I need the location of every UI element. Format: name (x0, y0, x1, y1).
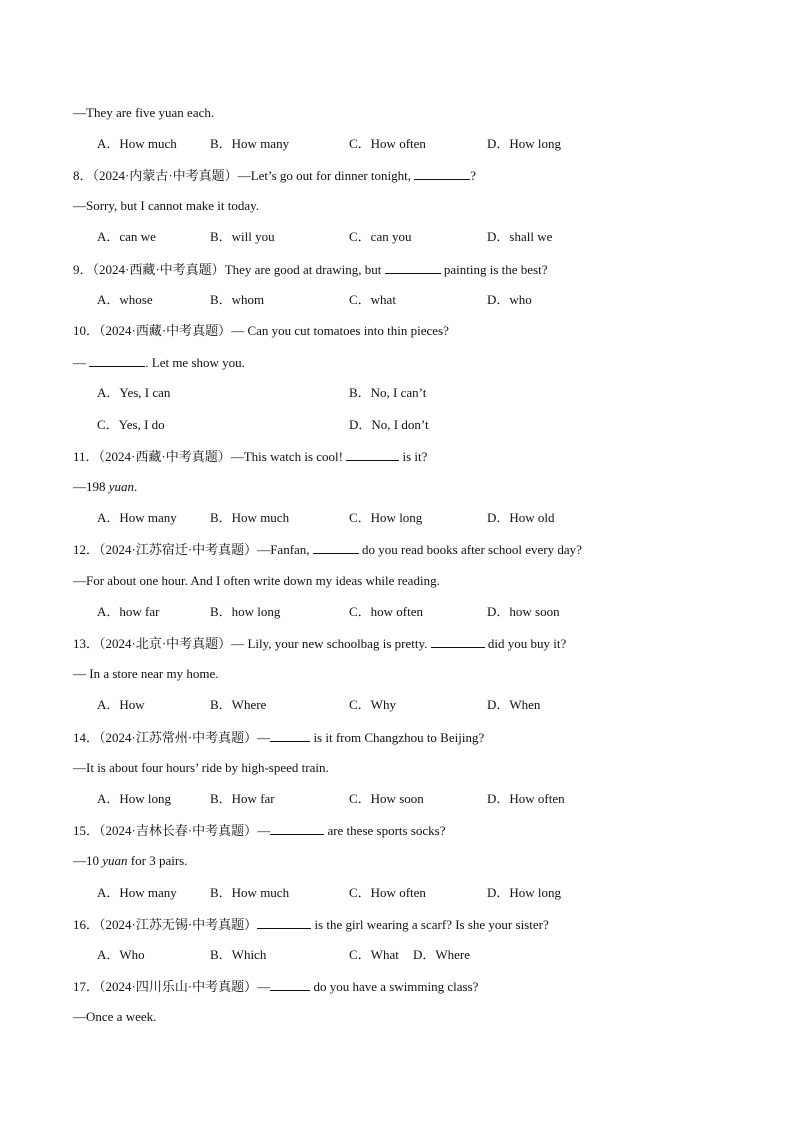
option-d: D．How often (487, 791, 565, 806)
question-13: 13．（2024·北京·中考真题）— Lily, your new schoolbag is pretty. did you buy it? (73, 636, 567, 651)
option-d: D．how soon (487, 604, 560, 619)
question-source: （2024·江苏常州·中考真题） (99, 730, 258, 745)
option-b: B．No, I can’t (349, 385, 427, 400)
question-number: 14． (73, 730, 100, 745)
question-source: （2024·江苏宿迁·中考真题） (99, 542, 258, 557)
option-d: D．How long (487, 136, 562, 151)
question-17: 17．（2024·四川乐山·中考真题）— do you have a swimming class? (73, 979, 479, 994)
option-a: A．Who (97, 947, 145, 962)
answer-line: — In a store near my home. (73, 666, 219, 681)
answer-blank (270, 729, 310, 742)
option-c: C．how often (349, 604, 424, 619)
option-d: D．How old (487, 510, 555, 525)
question-number: 10． (73, 323, 100, 338)
option-c: C．How often (349, 885, 426, 900)
question-number: 16． (73, 917, 100, 932)
option-d: D．Where (413, 947, 471, 962)
option-c: C．Why (349, 697, 396, 712)
answer-line: —Sorry, but I cannot make it today. (73, 198, 260, 213)
answer-line: —198 yuan. (73, 479, 138, 494)
option-b: B．How far (210, 791, 275, 806)
question-source: （2024·西藏·中考真题） (92, 262, 225, 277)
answer-line: — . Let me show you. (73, 355, 245, 370)
option-a: A．How much (97, 136, 177, 151)
option-d: D．shall we (487, 229, 553, 244)
option-d: D．No, I don’t (349, 417, 429, 432)
question-source: （2024·内蒙古·中考真题） (92, 168, 238, 183)
option-c: C．What (349, 947, 399, 962)
option-c: C．Yes, I do (97, 417, 165, 432)
option-d: D．How long (487, 885, 562, 900)
option-b: B．Which (210, 947, 267, 962)
question-number: 15． (73, 823, 100, 838)
question-14: 14．（2024·江苏常州·中考真题）— is it from Changzhou to Beijing? (73, 730, 485, 745)
question-source: （2024·江苏无锡·中考真题） (99, 917, 258, 932)
answer-line: —Once a week. (73, 1009, 157, 1024)
option-a: A．How many (97, 885, 177, 900)
answer-blank (414, 167, 470, 180)
option-a: A．How many (97, 510, 177, 525)
answer-line: —They are five yuan each. (73, 105, 215, 120)
question-11: 11．（2024·西藏·中考真题）—This watch is cool! is it? (73, 449, 428, 464)
option-a: A．How long (97, 791, 172, 806)
option-c: C．How often (349, 136, 426, 151)
question-15: 15．（2024·吉林长春·中考真题）— are these sports socks? (73, 823, 446, 838)
option-b: B．how long (210, 604, 281, 619)
question-number: 11． (73, 449, 99, 464)
question-number: 12． (73, 542, 100, 557)
question-12: 12．（2024·江苏宿迁·中考真题）—Fanfan, do you read books after school every day? (73, 542, 582, 557)
option-a: A．How (97, 697, 145, 712)
answer-blank (346, 448, 399, 461)
question-number: 13． (73, 636, 100, 651)
option-a: A．Yes, I can (97, 385, 171, 400)
answer-line: —For about one hour. And I often write down my ideas while reading. (73, 573, 440, 588)
option-b: B．whom (210, 292, 265, 307)
option-c: C．what (349, 292, 396, 307)
question-number: 17． (73, 979, 100, 994)
answer-line: —It is about four hours’ ride by high-speed train. (73, 760, 329, 775)
option-d: D．who (487, 292, 532, 307)
answer-blank (431, 635, 485, 648)
question-10: 10．（2024·西藏·中考真题）— Can you cut tomatoes into thin pieces? (73, 323, 449, 338)
answer-blank (257, 916, 311, 929)
question-8: 8．（2024·内蒙古·中考真题）—Let’s go out for dinner tonight, ? (73, 168, 477, 183)
answer-blank (89, 354, 145, 367)
question-source: （2024·吉林长春·中考真题） (99, 823, 258, 838)
option-c: C．How long (349, 510, 423, 525)
question-source: （2024·西藏·中考真题） (98, 449, 231, 464)
answer-blank (313, 541, 359, 554)
answer-line: —10 yuan for 3 pairs. (73, 853, 188, 868)
question-source: （2024·北京·中考真题） (99, 636, 232, 651)
option-a: A．can we (97, 229, 156, 244)
question-9: 9．（2024·西藏·中考真题）They are good at drawing, but painting is the best? (73, 262, 548, 277)
answer-blank (385, 261, 441, 274)
option-d: D．When (487, 697, 541, 712)
question-source: （2024·四川乐山·中考真题） (99, 979, 258, 994)
option-b: B．will you (210, 229, 275, 244)
option-a: A．whose (97, 292, 153, 307)
answer-blank (270, 978, 310, 991)
question-number: 9． (73, 262, 93, 277)
question-source: （2024·西藏·中考真题） (99, 323, 232, 338)
question-number: 8． (73, 168, 93, 183)
option-c: C．How soon (349, 791, 424, 806)
answer-blank (270, 822, 324, 835)
question-16: 16．（2024·江苏无锡·中考真题） is the girl wearing a scarf? Is she your sister? (73, 917, 549, 932)
option-b: B．Where (210, 697, 267, 712)
option-c: C．can you (349, 229, 412, 244)
option-b: B．How much (210, 510, 290, 525)
option-b: B．How many (210, 136, 290, 151)
option-b: B．How much (210, 885, 290, 900)
option-a: A．how far (97, 604, 160, 619)
